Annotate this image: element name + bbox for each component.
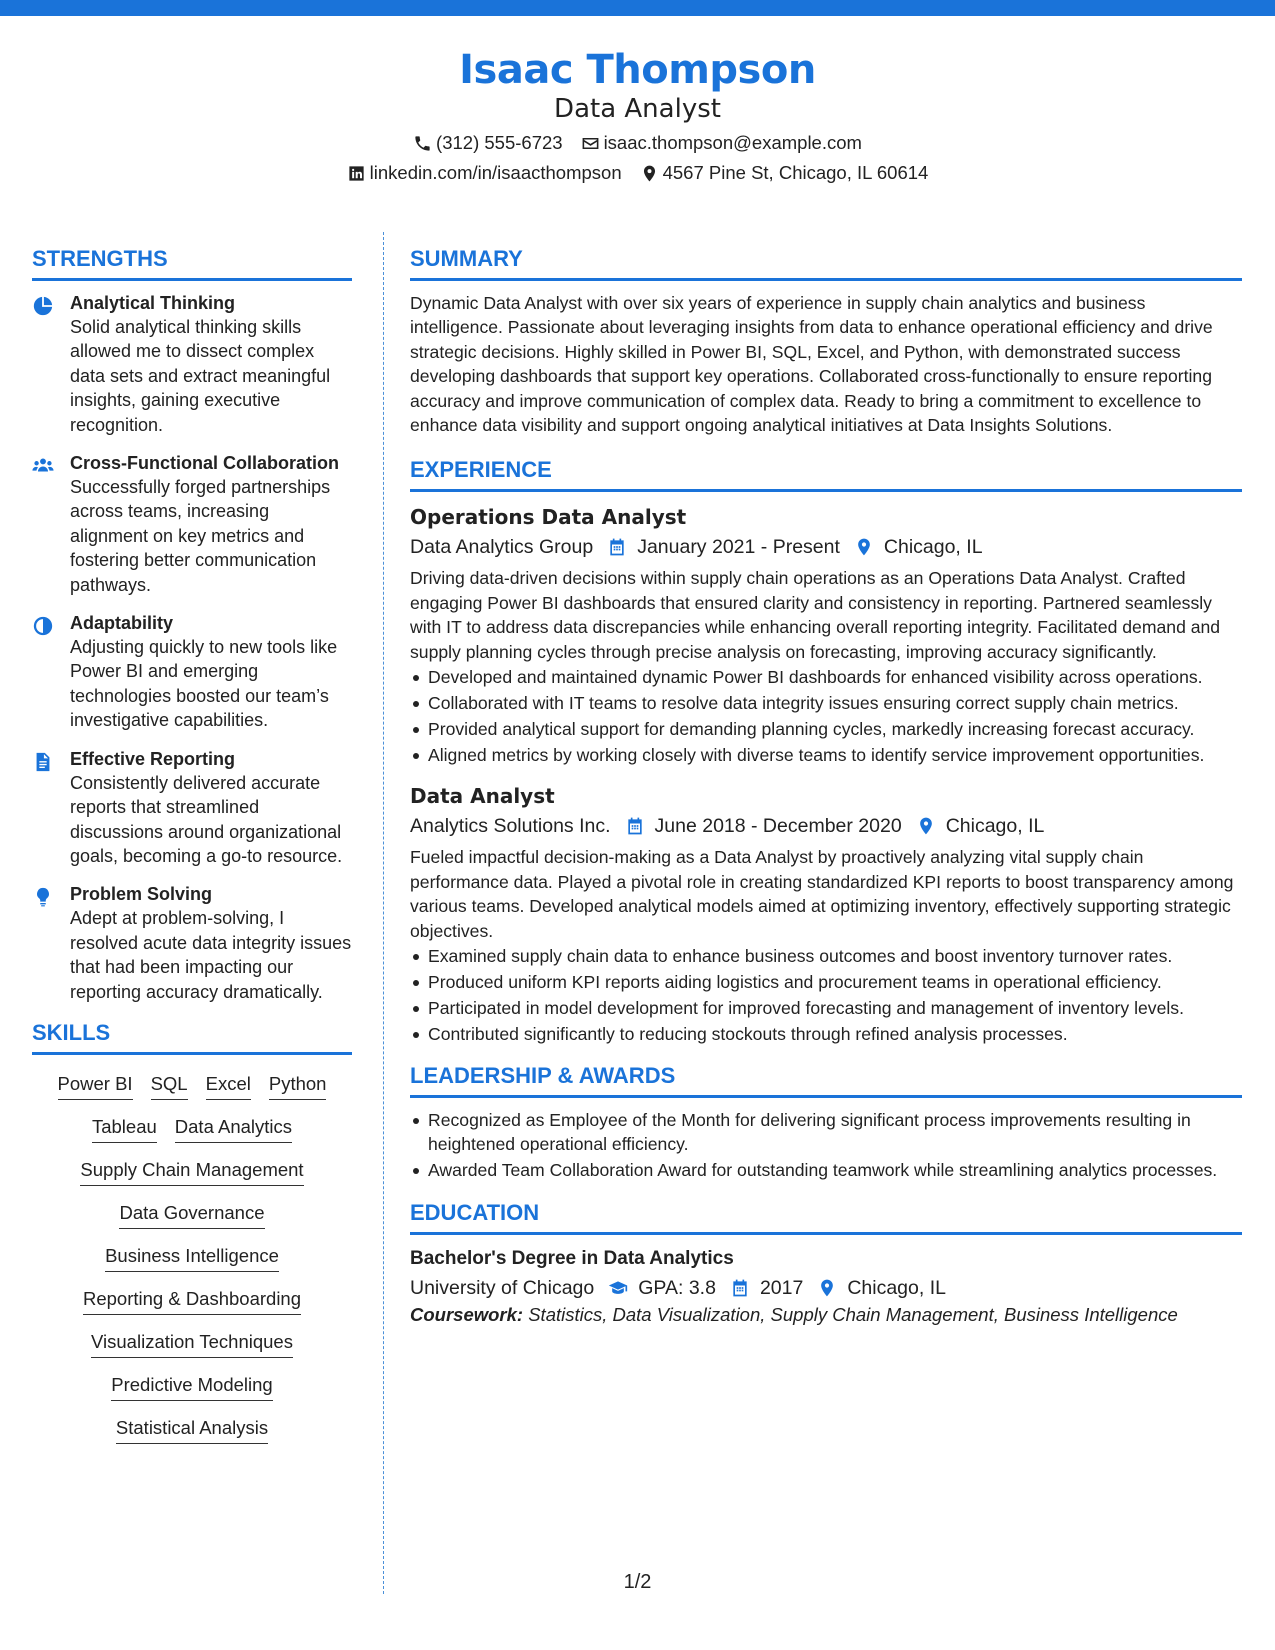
phone-contact (413, 128, 563, 158)
skill-tag: Tableau (92, 1114, 157, 1143)
bullet-item: Recognized as Employee of the Month for delivering significant process improvements resulting in heightened operational efficiency. (410, 1108, 1242, 1157)
calendar-icon (607, 537, 627, 557)
right-column (410, 244, 1242, 1328)
skill-row (32, 1286, 352, 1315)
left-column (32, 244, 352, 1458)
linkedin-contact[interactable] (347, 158, 622, 188)
strength-title: Problem Solving (70, 884, 213, 905)
envelope-icon (581, 134, 600, 153)
job-description: Fueled impactful decision-making as a Data Analyst by proactively analyzing vital supply chain performance data. Played a pivotal role in creating standardized KPI reports to boost transparency among various teams. Developed analytical models aimed at optimizing inventory, effectively supporting strategic objectives. (410, 847, 1234, 941)
strength-title: Adaptability (70, 613, 174, 634)
strength-title: Analytical Thinking (70, 293, 236, 313)
bullet-item: Produced uniform KPI reports aiding logistics and procurement teams in operational efficiency. (410, 970, 1242, 994)
degree-name: Bachelor's Degree in Data Analytics (410, 1248, 734, 1270)
page-number: 1/2 (623, 1571, 652, 1593)
bullet-item: Awarded Team Collaboration Award for outstanding teamwork while streamlining analytics processes. (410, 1158, 1242, 1182)
skill-row (32, 1157, 352, 1186)
job-role: Operations Data Analyst (410, 505, 687, 530)
skills-list (32, 1065, 352, 1444)
address-text: 4567 Pine St, Chicago, IL 60614 (662, 162, 929, 183)
strengths-heading: STRENGTHS (32, 244, 352, 281)
job-bullets (410, 665, 1242, 767)
strength-item (32, 451, 352, 597)
job-entry (410, 781, 1242, 1046)
phone-icon (413, 134, 432, 153)
strength-title: Cross-Functional Collaboration (70, 453, 340, 474)
skill-tag: Predictive Modeling (111, 1372, 272, 1401)
address-contact (640, 158, 929, 188)
bullet-item: Contributed significantly to reducing stockouts through refined analysis processes. (410, 1022, 1242, 1046)
skill-tag: Power BI (58, 1071, 133, 1100)
linkedin-text[interactable]: linkedin.com/in/isaacthompson (369, 162, 622, 183)
map-pin-icon (640, 164, 659, 183)
skills-heading: SKILLS (32, 1018, 352, 1055)
bullet-item: Provided analytical support for demanding planning cycles, markedly increasing forecast accuracy. (410, 717, 1242, 741)
skill-tag: Data Governance (119, 1200, 264, 1229)
job-company: Data Analytics Group (410, 536, 594, 559)
skill-row (32, 1243, 352, 1272)
map-pin-icon (854, 537, 874, 557)
strength-item (32, 747, 352, 869)
coursework (410, 1303, 1242, 1327)
skill-tag: Supply Chain Management (80, 1157, 303, 1186)
job-role: Data Analyst (410, 784, 555, 809)
job-company: Analytics Solutions Inc. (410, 815, 611, 838)
skill-row (32, 1329, 352, 1358)
strength-desc: Adjusting quickly to new tools like Power BI and emerging technologies boosted our team’s investigative capabilities. (70, 637, 338, 731)
job-entry (410, 502, 1242, 767)
file-icon (32, 751, 54, 773)
strength-desc: Consistently delivered accurate reports that streamlined discussions around organizational goals, becoming a go-to resource. (70, 772, 343, 866)
pie-chart-icon (32, 295, 54, 317)
bullet-item: Aligned metrics by working closely with diverse teams to identify service improvement opportunities. (410, 743, 1242, 767)
summary-text: Dynamic Data Analyst with over six years of experience in supply chain analytics and business intelligence. Passionate about leveraging insights from data to enhance operational efficiency and drive strategic decisions. Highly skilled in Power BI, SQL, Excel, and Python, with demonstrated success developing dashboards that support key operations. Collaborated cross-functionally to ensure reporting accuracy and improve communication of complex data. Ready to bring a commitment to excellence to enhance data visibility and support ongoing analytical initiatives at Data Insights Solutions. (410, 293, 1213, 436)
education-meta (410, 1273, 1242, 1303)
coursework-text: Statistics, Data Visualization, Supply Chain Management, Business Intelligence (528, 1304, 1178, 1326)
phone-text: (312) 555-6723 (436, 132, 563, 153)
job-bullets (410, 944, 1242, 1046)
skill-row (32, 1200, 352, 1229)
job-description: Driving data-driven decisions within supply chain operations as an Operations Data Analyst. Crafted engaging Power BI dashboards that ensured clarity and consistency in reporting. Partnered seamlessly with IT to address data discrepancies while enhancing overall reporting integrity. Facilitated demand and supply planning cycles through precise analysis on forecasting, improving accuracy significantly. (410, 568, 1221, 662)
job-location: Chicago, IL (883, 536, 983, 559)
bullet-item: Collaborated with IT teams to resolve data integrity issues ensuring correct supply chain metrics. (410, 691, 1242, 715)
skill-tag: SQL (151, 1071, 188, 1100)
skill-row (32, 1415, 352, 1444)
skill-tag: Reporting & Dashboarding (83, 1286, 301, 1315)
candidate-title: Data Analyst (554, 94, 721, 124)
job-dates: June 2018 - December 2020 (654, 815, 902, 838)
leadership-heading: LEADERSHIP & AWARDS (410, 1061, 1242, 1098)
skill-tag: Data Analytics (175, 1114, 292, 1143)
calendar-icon (625, 816, 645, 836)
bullet-item: Participated in model development for improved forecasting and management of inventory levels. (410, 996, 1242, 1020)
job-meta (410, 811, 1242, 841)
strength-item (32, 611, 352, 733)
lightbulb-icon (32, 886, 54, 908)
candidate-name: Isaac Thompson (459, 47, 816, 93)
bullet-item: Developed and maintained dynamic Power BI dashboards for enhanced visibility across operations. (410, 665, 1242, 689)
strength-desc: Solid analytical thinking skills allowed me to dissect complex data sets and extract meaningful insights, gaining executive recognition. (70, 317, 331, 435)
gpa-text: GPA: 3.8 (638, 1277, 716, 1300)
strength-item (32, 882, 352, 1004)
map-pin-icon (817, 1278, 837, 1298)
strength-item (32, 291, 352, 437)
skill-tag: Business Intelligence (105, 1243, 279, 1272)
skill-tag: Visualization Techniques (91, 1329, 293, 1358)
skill-row (32, 1114, 352, 1143)
coursework-label: Coursework: (410, 1304, 524, 1326)
contact-row-2 (0, 158, 1275, 188)
job-dates: January 2021 - Present (637, 536, 840, 559)
email-contact[interactable] (581, 128, 862, 158)
skill-tag: Python (269, 1071, 327, 1100)
strength-desc: Adept at problem-solving, I resolved acute data integrity issues that had been impacting our reporting accuracy dramatically. (70, 908, 352, 1002)
email-text[interactable]: isaac.thompson@example.com (603, 132, 862, 153)
leadership-bullets (410, 1108, 1242, 1183)
calendar-icon (730, 1278, 750, 1298)
users-icon (32, 455, 54, 477)
education-heading: EDUCATION (410, 1198, 1242, 1235)
resume-header (0, 44, 1275, 188)
job-meta (410, 532, 1242, 562)
summary-heading: SUMMARY (410, 244, 1242, 281)
skill-tag: Statistical Analysis (116, 1415, 268, 1444)
skill-tag: Excel (206, 1071, 251, 1100)
strength-desc: Successfully forged partnerships across teams, increasing alignment on key metrics and fostering better communication pathways. (70, 477, 331, 595)
education-location: Chicago, IL (847, 1277, 946, 1300)
top-accent-bar (0, 0, 1275, 16)
skill-row (32, 1372, 352, 1401)
map-pin-icon (916, 816, 936, 836)
linkedin-icon (347, 164, 366, 183)
bullet-item: Examined supply chain data to enhance business outcomes and boost inventory turnover rates. (410, 944, 1242, 968)
column-divider (383, 232, 384, 1594)
adjust-icon (32, 615, 54, 637)
contact-row-1 (0, 128, 1275, 158)
graduation-cap-icon (608, 1278, 628, 1298)
strength-title: Effective Reporting (70, 748, 236, 769)
job-location: Chicago, IL (945, 815, 1045, 838)
skill-row (32, 1071, 352, 1100)
graduation-year: 2017 (759, 1277, 804, 1300)
experience-heading: EXPERIENCE (410, 455, 1242, 492)
school-name: University of Chicago (410, 1277, 595, 1300)
